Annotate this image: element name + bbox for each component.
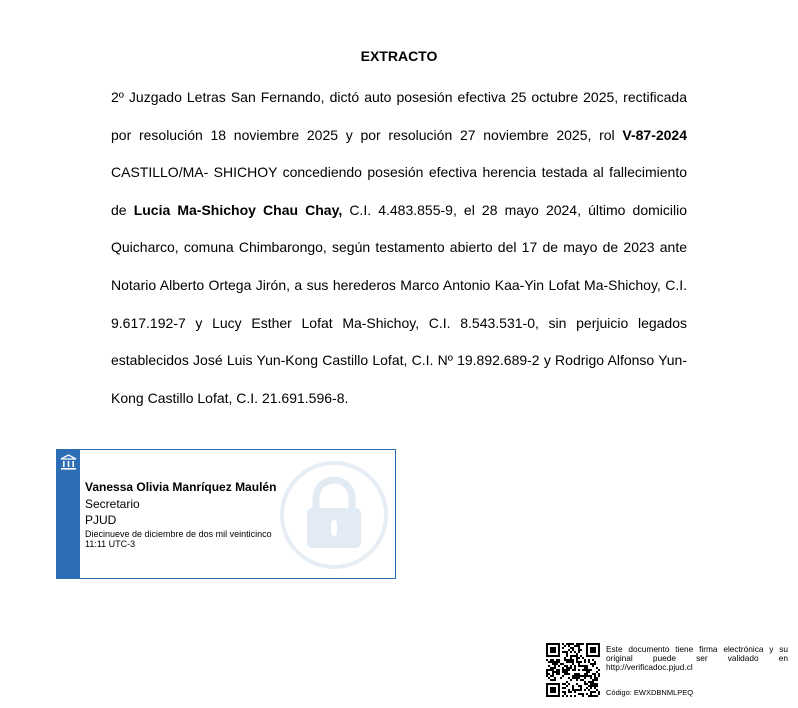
verification-text: Este documento tiene firma electrónica y su original puede ser validado en http://verificadoc.pjud.cl [606,644,788,672]
signer-name: Vanessa Olivia Manríquez Maulén [85,480,277,494]
padlock-watermark-icon [279,460,389,570]
signature-sidebar [57,450,80,578]
signature-time: 11:11 UTC-3 [85,539,136,549]
verification-block [546,643,792,699]
case-number: V-87-2024 [622,126,687,143]
verification-code: Código: EWXDBNMLPEQ [606,688,694,697]
signature-date: Diecinueve de diciembre de dos mil veinticinco [85,529,272,539]
courthouse-icon [60,454,77,471]
qr-code[interactable] [546,643,600,697]
body-text-1: 2º Juzgado Letras San Fernando, dictó auto posesión efectiva 25 octubre 2025, rectificada por resolución 18 noviembre 2025 y por resolución 27 noviembre 2025, rol [111,89,687,143]
body-text-2: CASTILLO/MA- SHICHOY concediendo posesión efectiva herencia testada al fallecimiento de [111,164,687,218]
document-body [111,79,687,417]
signer-organization: PJUD [85,513,117,527]
signer-role: Secretario [85,497,140,511]
signature-card [56,449,396,579]
deceased-name: Lucia Ma-Shichoy Chau Chay, [133,201,343,218]
document-title: EXTRACTO [360,48,438,64]
body-text-3: C.I. 4.483.855-9, el 28 mayo 2024, último domicilio Quicharco, comuna Chimbarongo, según testamento abierto del 17 de mayo de 2023 ante Notario Alberto Ortega Jirón, a sus herederos Marco Antonio Kaa-Yin Lofat Ma-Shichoy, C.I. 9.617.192-7 y Lucy Esther Lofat Ma-Shichoy, C.I. 8.543.531-0, sin perjuicio legados establecidos José Luis Yun-Kong Castillo Lofat, C.I. Nº 19.892.689-2 y Rodrigo Alfonso Yun-Kong Castillo Lofat, C.I. 21.691.596-8. [111,201,687,406]
